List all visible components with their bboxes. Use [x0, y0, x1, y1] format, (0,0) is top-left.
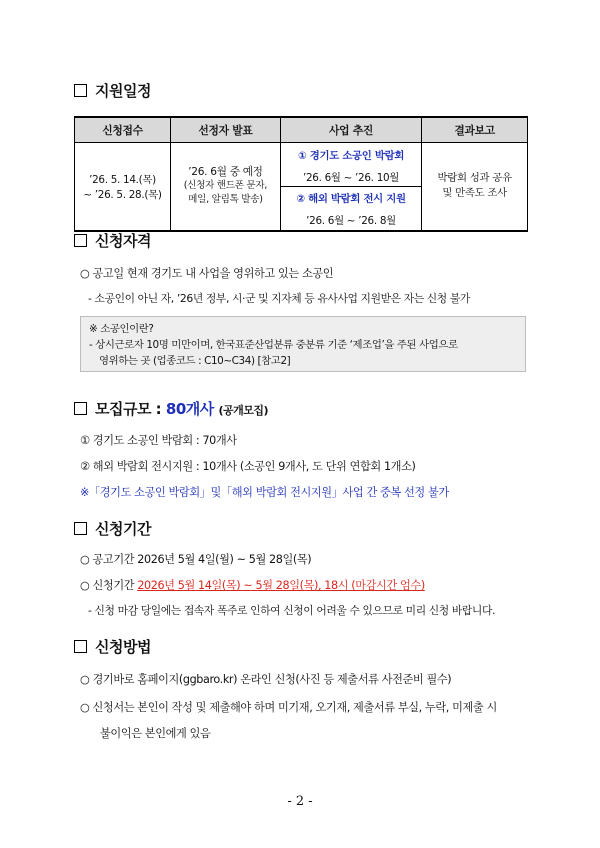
page-number: - 2 -: [287, 794, 313, 809]
checkbox-square-icon: [74, 522, 87, 535]
period-deadline-highlight: 2026년 5월 14일(목) ~ 5월 28일(목), 18시 (마감시간 엄수): [137, 579, 425, 592]
method-line-2: ○ 신청서는 본인이 작성 및 제출해야 하며 미기재, 오기재, 제출서류 부실, 누락, 미제출 시: [80, 701, 497, 714]
section-title-scale: 모집규모 : 80개사 (공개모집): [74, 398, 268, 419]
checkbox-square-icon: [74, 234, 87, 247]
checkbox-square-icon: [74, 84, 87, 97]
section-title-schedule: 지원일정: [74, 80, 151, 101]
note-body-1: - 상시근로자 10명 미만이며, 한국표준산업분류 중분류 기준 ‘제조업’을 주된 사업으로: [89, 339, 458, 351]
period-line-2: ○ 신청기간 2026년 5월 14일(목) ~ 5월 28일(목), 18시 (마감시간 엄수): [80, 579, 425, 592]
header-apply: 신청접수: [75, 117, 171, 143]
eligibility-line-1: ○ 공고일 현재 경기도 내 사업을 영위하고 있는 소공인: [80, 267, 334, 280]
checkbox-square-icon: [74, 640, 87, 653]
header-report: 결과보고: [422, 117, 528, 143]
method-line-1: ○ 경기바로 홈페이지(ggbaro.kr) 온라인 신청(사진 등 제출서류 사전준비 필수): [80, 673, 452, 686]
scale-line-3: ※「경기도 소공인 박람회」및「해외 박람회 전시지원」사업 간 중복 선정 불가: [80, 486, 449, 499]
cell-announce: ’26. 6월 중 예정 (신청자 핸드폰 문자, 메일, 알림톡 발송): [171, 143, 281, 231]
scale-count: 80개사: [165, 400, 214, 418]
cell-apply: ’26. 5. 14.(목) ~ ’26. 5. 28.(목): [75, 143, 171, 231]
note-title: ※ 소공인이란?: [89, 323, 154, 335]
note-box: [80, 316, 526, 372]
section-title-eligibility: 신청자격: [74, 230, 151, 251]
header-announce: 선정자 발표: [171, 117, 281, 143]
section-title-method: 신청방법: [74, 636, 151, 657]
project-1-title: ① 경기도 소공인 박람회: [280, 143, 421, 167]
cell-report: 박람회 성과 공유 및 만족도 조사: [422, 143, 528, 231]
scale-line-2: ② 해외 박람회 전시지원 : 10개사 (소공인 9개사, 도 단위 연합회 1개소): [80, 460, 416, 473]
method-line-3: 불이익은 본인에게 있음: [100, 727, 211, 740]
header-project: 사업 추진: [280, 117, 421, 143]
checkbox-square-icon: [74, 402, 87, 415]
scale-line-1: ① 경기도 소공인 박람회 : 70개사: [80, 434, 237, 447]
period-line-1: ○ 공고기간 2026년 5월 4일(월) ~ 5월 28일(목): [80, 553, 312, 566]
project-1-period: ’26. 6월 ~ ’26. 10월: [280, 167, 421, 187]
schedule-table: [74, 116, 528, 232]
period-line-3: - 신청 마감 당일에는 접속자 폭주로 인하여 신청이 어려울 수 있으므로 미리 신청 바랍니다.: [88, 604, 496, 617]
section-title-period: 신청기간: [74, 518, 151, 539]
eligibility-line-2: - 소공인이 아닌 자, ’26년 정부, 시·군 및 지자체 등 유사사업 지원받은 자는 신청 불가: [88, 292, 470, 305]
note-body-2: 영위하는 곳 (업종코드 : C10~C34) [참고2]: [99, 355, 291, 367]
project-2-period: ’26. 6월 ~ ’26. 8월: [280, 209, 421, 231]
project-2-title: ② 해외 박람회 전시 지원: [280, 187, 421, 209]
